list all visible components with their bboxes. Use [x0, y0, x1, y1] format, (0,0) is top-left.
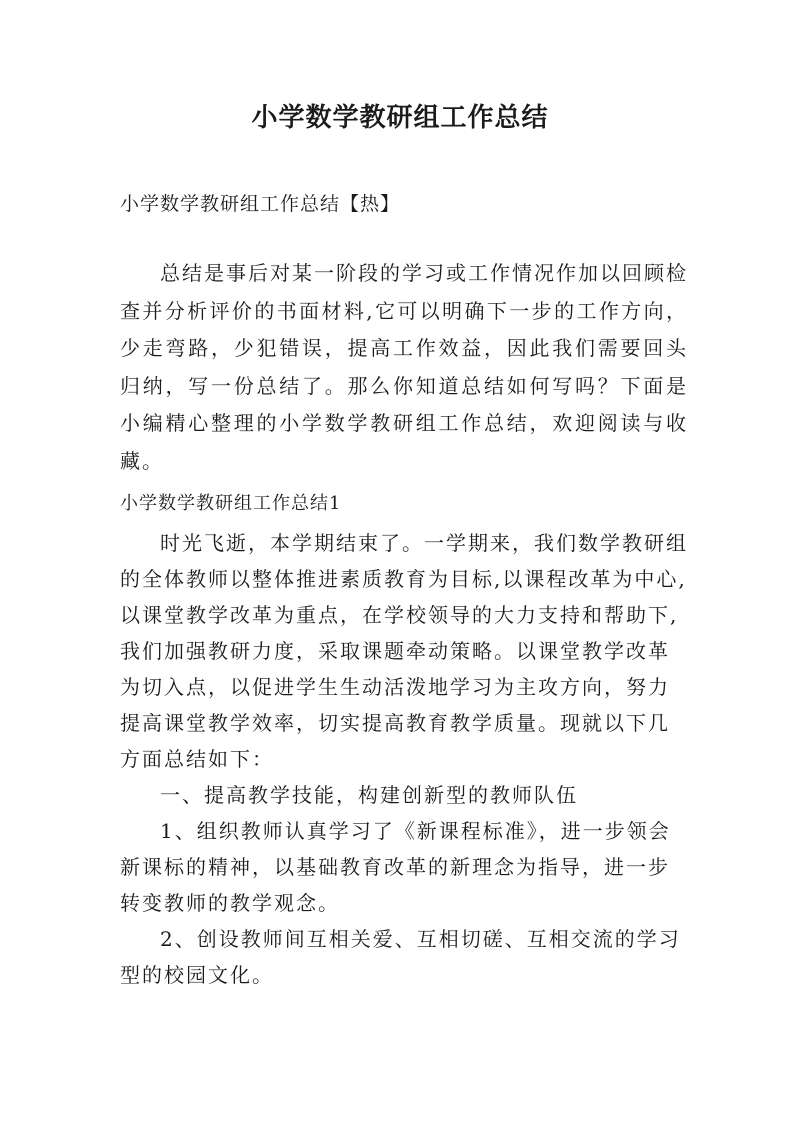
paragraph: 2、创设教师间互相关爱、互相切磋、互相交流的学习型的校园文化。 — [120, 927, 681, 987]
paragraph: 时光飞逝，本学期结束了。一学期来，我们数学教研组的全体教师以整体推进素质教育为目标,以课程改革为中心,以课堂教学改革为重点，在学校领导的大力支持和帮助下,我们加强教研力度，采取课题牵动策略。以课堂教学改革为切入点，以促进学生生动活泼地学习为主攻方向，努力提高课堂教学效率，切实提高教育教学质量。现就以下几方面总结如下： — [120, 531, 688, 771]
intro-paragraph — [120, 255, 688, 480]
body-text — [120, 525, 688, 993]
document-subtitle: 小学数学教研组工作总结【热】 — [120, 193, 401, 215]
document-title: 小学数学教研组工作总结 — [251, 103, 549, 133]
section-heading: 小学数学教研组工作总结1 — [120, 493, 342, 514]
intro-text: 总结是事后对某一阶段的学习或工作情况作加以回顾检查并分析评价的书面材料,它可以明确下一步的工作方向，少走弯路，少犯错误，提高工作效益，因此我们需要回头归纳，写一份总结了。那么你知道总结如何写吗？下面是小编精心整理的小学数学教研组工作总结，欢迎阅读与收藏。 — [120, 261, 688, 473]
paragraph: 1、组织教师认真学习了《新课程标准》，进一步领会新课标的精神，以基础教育改革的新理念为指导，进一步转变教师的教学观念。 — [120, 819, 671, 915]
paragraph: 一、提高教学技能，构建创新型的教师队伍 — [160, 783, 578, 807]
